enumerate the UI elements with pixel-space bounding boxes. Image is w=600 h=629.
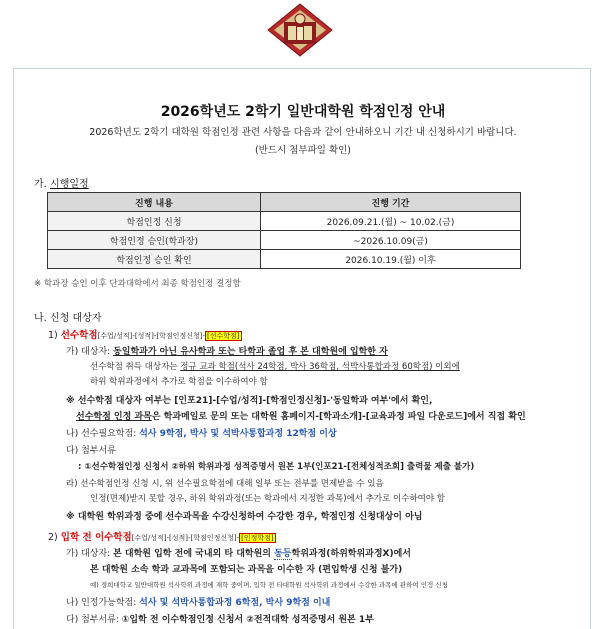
schedule-note: ※ 학과장 승인 이후 단과대학에서 최종 학점인정 결정함 xyxy=(34,279,241,289)
item2-allowed-credits xyxy=(66,595,330,608)
item1-note1: ※ 선수학점 대상자 여부는 [인포21]-[수업/성적]-[학점인정신청]-'동일학과 여부'에서 확인, xyxy=(66,396,433,406)
intro-text: 2026학년도 2학기 대학원 학점인정 관련 사항을 다음과 같이 안내하오니 기간 내 신청하시기 바랍니다. xyxy=(89,127,517,138)
allowed-label: 나) 인정가능학점: xyxy=(66,598,137,608)
schedule-item: 학점인정 신청 xyxy=(48,212,261,231)
university-emblem-icon xyxy=(266,2,334,58)
schedule-period: 2026.09.21.(월) ~ 10.02.(금) xyxy=(261,212,521,231)
item-number: 1) xyxy=(48,330,58,341)
target-text: 본 대학원 입학 전에 국내외 타 대학원의 xyxy=(113,549,275,559)
section-title: 시행일정 xyxy=(50,179,89,190)
item1-target-sub2: 하위 학위과정에서 추가로 학점을 이수하여야 함 xyxy=(90,377,268,387)
table-header-row xyxy=(48,193,521,212)
item2-example: 예) 경희대학교 일반대학원 석사학위 과정에 재학 중이며, 입학 전 타대학원 석사학위 과정에서 수강한 과목에 관하여 인정 신청 xyxy=(90,581,448,589)
item1-target xyxy=(66,344,388,357)
column-header: 진행 내용 xyxy=(48,193,261,212)
item1-documents: : ①선수학점인정 신청서 ②하위 학위과정 성적증명서 원본 1부(인포21-[전체성적조회] 출력물 제출 불가) xyxy=(78,462,475,472)
item-title: 선수학점 xyxy=(60,330,98,341)
item2-documents xyxy=(66,612,374,625)
note-highlight: 선수학점 인정 과목 xyxy=(76,412,152,422)
schedule-period: ~2026.10.09(금) xyxy=(261,231,521,250)
section-title: 신청 대상자 xyxy=(50,313,102,324)
item-number: 2) xyxy=(48,532,58,543)
required-label: 나) 선수필요학점: xyxy=(66,429,137,439)
target-label: 가) 대상자: xyxy=(66,347,111,357)
section-schedule-heading xyxy=(34,175,89,190)
page-title: 2026학년도 2학기 일반대학원 학점인정 안내 xyxy=(160,104,446,120)
item2-target-sub: 본 대학원 소속 학과 교과목에 포함되는 과목을 이수한 자 (편입학생 신청 불가) xyxy=(90,565,403,575)
item-title: 입학 전 이수학점 xyxy=(60,532,132,543)
menu-path-highlight: [선수학점] xyxy=(206,332,240,340)
item1-exemption-line2: 인정(면제)받지 못할 경우, 하위 학위과정(또는 학과에서 지정한 과목)에서 추가로 이수하여야 함 xyxy=(90,494,446,504)
section-eligible-heading xyxy=(34,309,102,324)
required-value: 석사 9학점, 박사 및 석박사통합과정 12학점 이상 xyxy=(139,429,337,439)
table-row xyxy=(48,212,521,231)
table-row xyxy=(48,250,521,269)
table-row xyxy=(48,231,521,250)
item1-documents-label: 다) 첨부서류 xyxy=(66,446,116,456)
intro-note: (반드시 첨부파일 확인) xyxy=(254,145,352,156)
target-label: 가) 대상자: xyxy=(66,549,111,559)
item2-heading xyxy=(48,529,276,543)
item1-warning: ※ 대학원 학위과정 중에 선수과목을 수강신청하여 수강한 경우, 학점인정 신청대상이 아님 xyxy=(66,512,423,522)
menu-path: [수업/성적]-[성적]-[학점인정신청]- xyxy=(97,332,205,340)
menu-path-highlight: [인정학점] xyxy=(241,534,274,542)
target-text-emphasis: 동등 xyxy=(274,549,292,559)
menu-path: [수업/성적]-[성적]-[학점인정신청]- xyxy=(131,534,240,542)
item1-exemption-line1: 라) 선수학점인정 신청 시, 위 선수필요학점에 대해 일부 또는 전부를 면제받을 수 있음 xyxy=(66,479,384,489)
item1-required-credits xyxy=(66,426,337,439)
item1-note2 xyxy=(76,409,526,422)
sub-text-underlined: 정규 교과 학점(석사 24학점, 박사 36학점, 석박사통합과정 60학점) 이외에 xyxy=(180,362,460,372)
notice-panel xyxy=(13,68,591,629)
note-text: 은 학과메일로 문의 또는 대학원 홈페이지-[학과소개]-[교육과정 파일 다운로드]에서 직접 확인 xyxy=(151,412,526,422)
section-marker: 나. xyxy=(34,313,47,324)
target-text: 동일학과가 아닌 유사학과 또는 타학과 졸업 후 본 대학원에 입학한 자 xyxy=(113,347,388,357)
item1-heading xyxy=(48,327,242,341)
schedule-item: 학점인정 승인 확인 xyxy=(48,250,261,269)
documents-label: 다) 첨부서류: xyxy=(66,615,119,625)
column-header: 진행 기간 xyxy=(261,193,521,212)
schedule-period: 2026.10.19.(월) 이후 xyxy=(261,250,521,269)
documents-value: ①입학 전 이수학점인정 신청서 ②전적대학 성적증명서 원본 1부 xyxy=(121,615,374,625)
allowed-value: 석사 및 석박사통합과정 6학점, 박사 9학점 이내 xyxy=(139,598,331,608)
target-text: 학위과정(하위학위과정X)에서 xyxy=(291,549,411,559)
sub-text: 선수학점 취득 대상자는 xyxy=(90,362,181,372)
item2-target xyxy=(66,546,411,559)
schedule-item: 학점인정 승인(학과장) xyxy=(48,231,261,250)
schedule-table xyxy=(47,192,521,269)
header-banner xyxy=(0,0,600,60)
section-marker: 가. xyxy=(34,179,47,190)
item1-target-sub1 xyxy=(90,360,460,372)
